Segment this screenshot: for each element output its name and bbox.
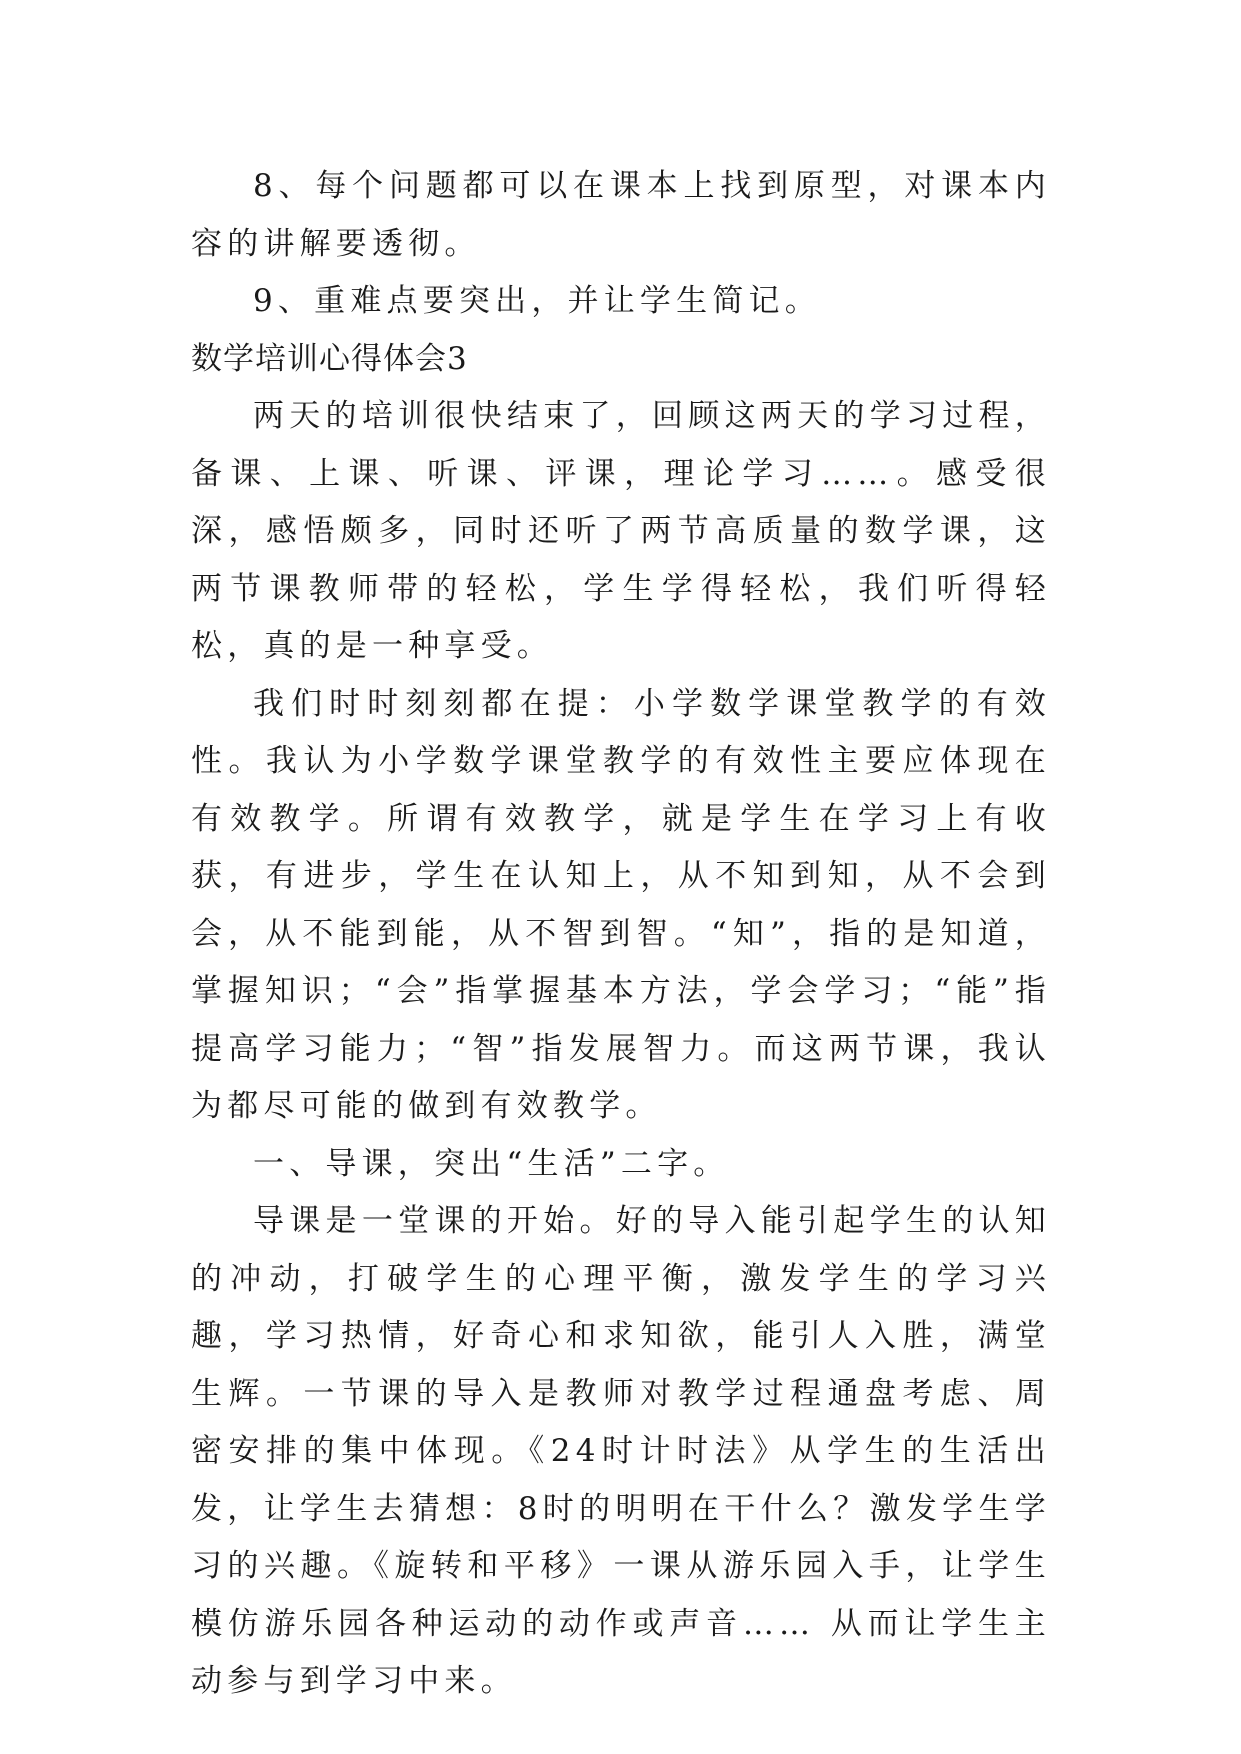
paragraph-effective-teaching: 我们时时刻刻都在提：小学数学课堂教学的有效性。我认为小学数学课堂教学的有效性主要应体现在有效教学。所谓有效教学，就是学生在学习上有收获，有进步，学生在认知上，从不知到知，从不会到会，从不能到能，从不智到智。“知”，指的是知道，掌握知识；“会”指掌握基本方法，学会学习；“能”指提高学习能力；“智”指发展智力。而这两节课，我认为都尽可能的做到有效教学。: [191, 685, 1051, 1124]
paragraph-training-summary: 两天的培训很快结束了，回顾这两天的学习过程，备课、上课、听课、评课，理论学习……。感受很深，感悟颇多，同时还听了两节高质量的数学课，这两节课教师带的轻松，学生学得轻松，我们听得轻松，真的是一种享受。: [191, 398, 1051, 664]
paragraph-item-9: 9、重难点要突出，并让学生简记。: [253, 283, 821, 319]
paragraph-subheading-intro: 一、导课，突出“生活”二字。: [253, 1145, 730, 1182]
paragraph-lesson-intro: 导课是一堂课的开始。好的导入能引起学生的认知的冲动，打破学生的心理平衡，激发学生的学习兴趣，学习热情，好奇心和求知欲，能引人入胜，满堂生辉。一节课的导入是教师对教学过程通盘考虑、周密安排的集中体现。《24时计时法》从学生的生活出发，让学生去猜想：8时的明明在干什么？激发学生学习的兴趣。《旋转和平移》一课从游乐园入手，让学生模仿游乐园各种运动的动作或声音…… 从而让学生主动参与到学习中来。: [191, 1203, 1051, 1699]
document-body: [191, 158, 1051, 1711]
section-heading: 数学培训心得体会3: [191, 340, 468, 377]
paragraph-item-8: 8、每个问题都可以在课本上找到原型，对课本内容的讲解要透彻。: [191, 168, 1051, 262]
